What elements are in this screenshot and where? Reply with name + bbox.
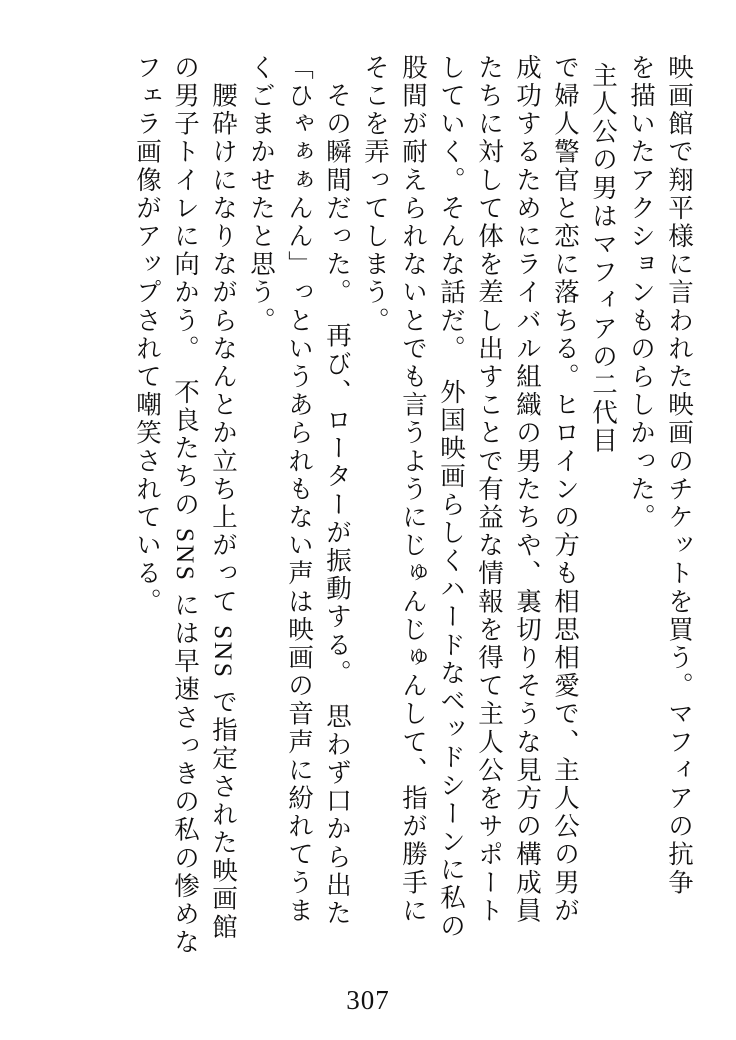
text-line: を描いたアクションものらしかった。 bbox=[627, 54, 656, 532]
text-line: たちに対して体を差し出すことで有益な情報を得て主人公をサポート bbox=[475, 54, 504, 926]
text-line: 成功するためにライバル組織の男たちや、裏切りそうな見方の構成員 bbox=[513, 54, 542, 926]
text-line: その瞬間だった。 再び、ローターが振動する。 思わず口から出た bbox=[323, 54, 352, 928]
text-line: で婦人警官と恋に落ちる。ヒロインの方も相思相愛で、主人公の男が bbox=[551, 54, 580, 926]
text-line: 股間が耐えられないとでも言うようにじゅんじゅんして、指が勝手に bbox=[399, 54, 428, 926]
vertical-text-body bbox=[40, 52, 694, 957]
text-line: していく。そんな話だ。 外国映画らしくハードなベッドシーンに私の bbox=[437, 54, 466, 941]
text-line: くごまかせたと思う。 bbox=[247, 54, 276, 335]
text-line: 腰砕けになりながらなんとか立ち上がって SNS で指定された映画館 bbox=[209, 54, 238, 942]
text-line: 映画館で翔平様に言われた映画のチケットを買う。マフィアの抗争 bbox=[665, 54, 694, 897]
text-line: そこを弄ってしまう。 bbox=[361, 54, 390, 335]
text-line: フェラ画像がアップされて嘲笑されている。 bbox=[133, 54, 162, 616]
text-line: 「ひゃぁぁんん」っというあられもない声は映画の音声に紛れてうま bbox=[285, 54, 314, 926]
text-line: の男子トイレに向かう。 不良たちの SNS には早速さっきの私の惨めな bbox=[171, 54, 200, 957]
page-number: 307 bbox=[346, 985, 390, 1015]
text-line-continuation: 主人公の男はマフィアの二代目 bbox=[589, 62, 618, 456]
